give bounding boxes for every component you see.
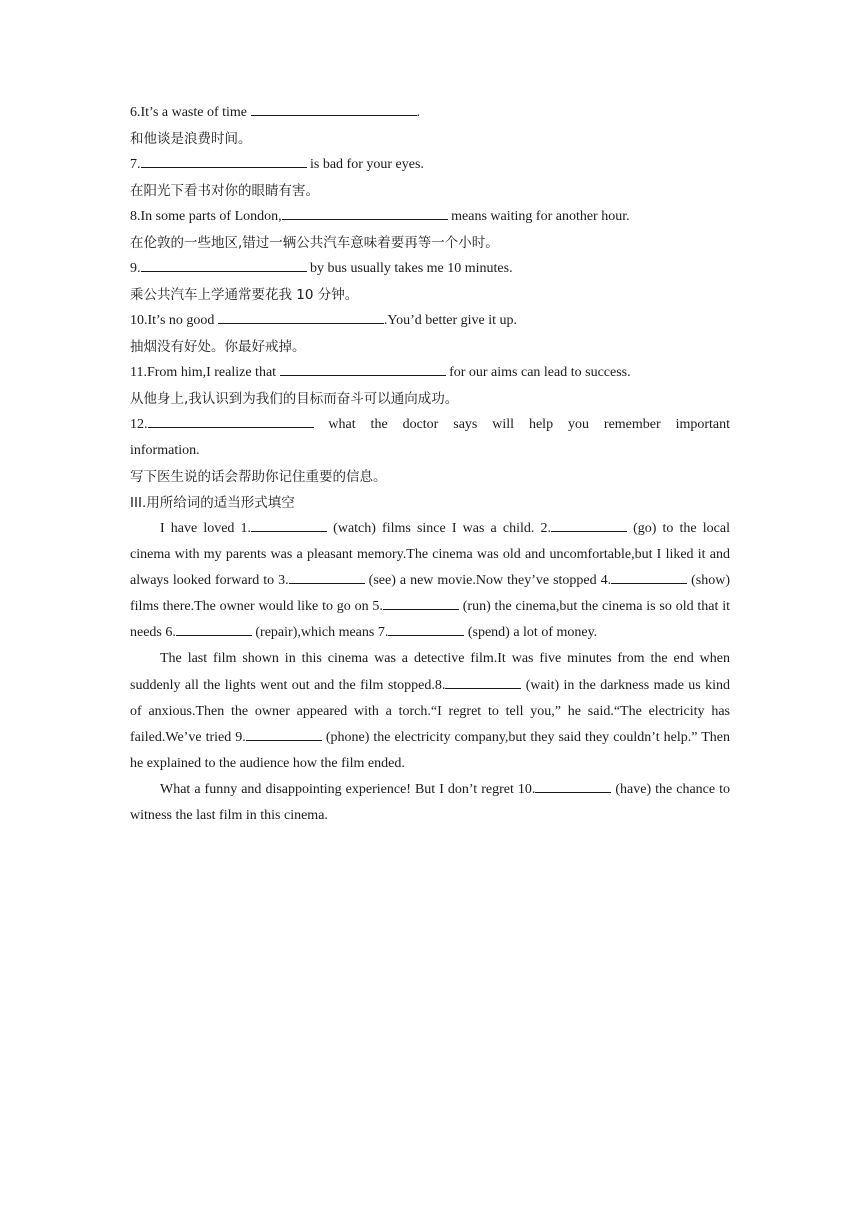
sentence-10 <box>130 308 730 360</box>
chinese-translation: 抽烟没有好处。你最好戒掉。 <box>130 339 306 355</box>
answer-blank[interactable] <box>280 361 446 376</box>
sentence-9 <box>130 256 730 308</box>
sentence-text: 6.It’s a waste of time <box>130 105 251 120</box>
answer-blank-8[interactable] <box>445 674 521 689</box>
sentence-text: .You’d better give it up. <box>383 313 518 328</box>
answer-blank-6[interactable] <box>176 621 252 636</box>
answer-blank-10[interactable] <box>535 778 611 793</box>
answer-blank[interactable] <box>218 309 384 324</box>
sentence-text: by bus usually takes me 10 minutes. <box>306 261 513 276</box>
passage-paragraph-1: I have loved 1. (watch) films since I was a child. 2. (go) to the local cinema with my parents was a pleasant memory.The cinema was old and uncomfortable,but I liked it and always looked forward to 3. (see) a new movie.Now they’ve stopped 4. (show) films there.The owner would like to go on 5. (run) the cinema,but the cinema is so old that it needs 6. (repair),which means 7. (spend) a lot of money. <box>130 516 730 646</box>
chinese-translation: 在伦敦的一些地区,错过一辆公共汽车意味着要再等一个小时。 <box>130 235 499 251</box>
sentence-6 <box>130 100 730 152</box>
answer-blank-3[interactable] <box>289 569 365 584</box>
answer-blank[interactable] <box>141 257 307 272</box>
answer-blank-1[interactable] <box>251 517 327 532</box>
sentence-text: 11.From him,I realize that <box>130 365 280 380</box>
sentence-text: for our aims can lead to success. <box>445 365 631 380</box>
answer-blank-4[interactable] <box>611 569 687 584</box>
chinese-translation: 在阳光下看书对你的眼睛有害。 <box>130 183 319 199</box>
chinese-translation: 写下医生说的话会帮助你记住重要的信息。 <box>130 469 387 485</box>
passage-paragraph-2: The last film shown in this cinema was a detective film.It was five minutes from the end when suddenly all the lights went out and the film stopped.8. (wait) in the darkness made us kind of anxious.Then the owner appeared with a torch.“I regret to tell you,” he said.“The electricity has failed.We’ve tried 9. (phone) the electricity company,but they said they couldn’t help.” Then he explained to the audience how the film ended. <box>130 651 731 771</box>
section-heading: III.用所给词的适当形式填空 <box>130 495 295 511</box>
answer-blank[interactable] <box>251 101 417 116</box>
sentence-8 <box>130 204 730 256</box>
worksheet <box>130 100 730 829</box>
answer-blank-5[interactable] <box>383 595 459 610</box>
answer-blank[interactable] <box>148 413 314 428</box>
sentence-text: what the doctor says will help you remember important <box>328 417 730 432</box>
sentence-text: means waiting for another hour. <box>447 209 630 224</box>
sentence-text: 8.In some parts of London, <box>130 209 282 224</box>
answer-blank-9[interactable] <box>246 726 322 741</box>
chinese-translation: 从他身上,我认识到为我们的目标而奋斗可以通向成功。 <box>130 391 459 407</box>
sentence-12 <box>130 412 730 490</box>
sentence-text: 9. <box>130 261 141 276</box>
sentence-7 <box>130 152 730 204</box>
sentence-text: . <box>416 105 421 120</box>
sentence-11 <box>130 360 730 412</box>
answer-blank-7[interactable] <box>388 621 464 636</box>
passage-paragraph-3: What a funny and disappointing experience! But I don’t regret 10. (have) the chance to witness the last film in this cinema. <box>130 777 730 829</box>
answer-blank[interactable] <box>282 205 448 220</box>
sentence-text: 10.It’s no good <box>130 313 218 328</box>
sentence-text: is bad for your eyes. <box>306 157 424 172</box>
chinese-translation: 和他谈是浪费时间。 <box>130 131 252 147</box>
chinese-translation: 乘公共汽车上学通常要花我 10 分钟。 <box>130 287 359 303</box>
answer-blank-2[interactable] <box>551 517 627 532</box>
answer-blank[interactable] <box>141 153 307 168</box>
sentence-text: 7. <box>130 157 141 172</box>
sentence-text: information. <box>130 443 200 458</box>
sentence-text: 12. <box>130 417 148 432</box>
